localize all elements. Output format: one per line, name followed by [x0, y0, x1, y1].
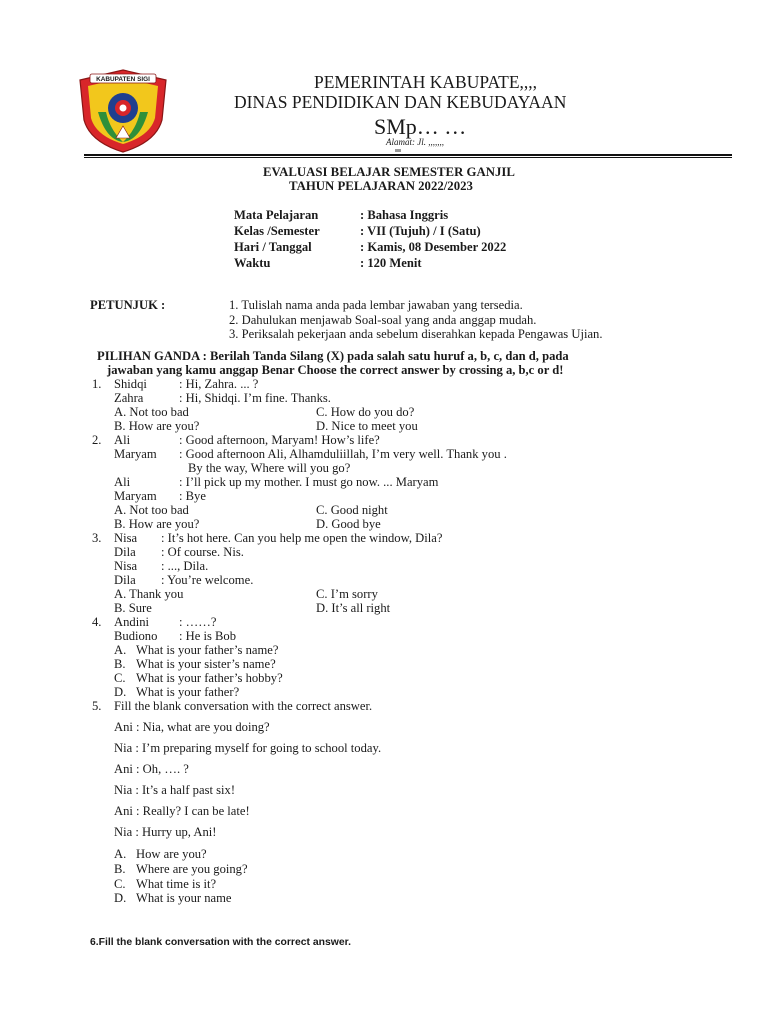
speaker: Shidqi: [114, 377, 147, 391]
option-letter: D.: [114, 685, 127, 699]
answer-option: B. How are you?: [114, 517, 200, 531]
speaker: Ali: [114, 475, 131, 489]
dialog-line: Ani : Nia, what are you doing?: [114, 720, 270, 734]
dialog-line: : Hi, Zahra. ... ?: [179, 377, 259, 391]
dialog-line: : ……?: [179, 615, 217, 629]
info-value-subject: : Bahasa Inggris: [360, 208, 449, 222]
petunjuk-item: 1. Tulislah nama anda pada lembar jawaban yang tersedia.: [229, 298, 523, 312]
answer-option: A. Thank you: [114, 587, 184, 601]
info-label-time: Waktu: [234, 256, 271, 270]
dialog-line: : Bye: [179, 489, 206, 503]
speaker: Dila: [114, 573, 136, 587]
answer-option: What is your father’s hobby?: [136, 671, 283, 685]
petunjuk-item: 2. Dahulukan menjawab Soal-soal yang anda anggap mudah.: [229, 313, 537, 327]
petunjuk-item: 3. Periksalah pekerjaan anda sebelum diserahkan kepada Pengawas Ujian.: [229, 327, 603, 341]
answer-option: What is your father’s name?: [136, 643, 279, 657]
school-name: SMp… …: [374, 114, 467, 139]
speaker: Nisa: [114, 559, 138, 573]
answer-option: C. Good night: [316, 503, 388, 517]
dialog-line: : It’s hot here. Can you help me open the window, Dila?: [161, 531, 443, 545]
info-label-class: Kelas /Semester: [234, 224, 320, 238]
answer-option: What time is it?: [136, 877, 217, 891]
address: Alamat: Jl. ,,,,,,,: [386, 137, 444, 147]
question-prompt: Fill the blank conversation with the correct answer.: [114, 699, 373, 713]
answer-option: C. How do you do?: [316, 405, 415, 419]
info-label-subject: Mata Pelajaran: [234, 208, 319, 222]
answer-option: How are you?: [136, 847, 207, 861]
speaker: Dila: [114, 545, 136, 559]
info-value-time: : 120 Menit: [360, 256, 422, 270]
dialog-line: Ani : Really? I can be late!: [114, 804, 250, 818]
question-number: 4.: [92, 615, 102, 629]
answer-option: B. Sure: [114, 601, 152, 615]
dialog-line: : ..., Dila.: [161, 559, 209, 573]
question-number: 1.: [92, 377, 102, 391]
answer-option: A. Not too bad: [114, 503, 189, 517]
answer-option: C. I’m sorry: [316, 587, 378, 601]
letterhead-rule-thin: [84, 157, 732, 158]
speaker: Ali: [114, 433, 131, 447]
dialog-line: : He is Bob: [179, 629, 237, 643]
question-number: 2.: [92, 433, 102, 447]
option-letter: A.: [114, 847, 127, 861]
section-instruction: PILIHAN GANDA : Berilah Tanda Silang (X) pada salah satu huruf a, b, c, dan d, pada: [97, 349, 569, 363]
petunjuk-label: PETUNJUK :: [90, 298, 166, 312]
dialog-line: : You’re welcome.: [161, 573, 254, 587]
speaker: Budiono: [114, 629, 158, 643]
option-letter: C.: [114, 671, 126, 685]
dialog-line: By the way, Where will you go?: [188, 461, 351, 475]
exam-title: EVALUASI BELAJAR SEMESTER GANJIL: [263, 165, 515, 179]
answer-option: A. Not too bad: [114, 405, 189, 419]
speaker: Maryam: [114, 447, 157, 461]
info-value-date: : Kamis, 08 Desember 2022: [360, 240, 507, 254]
gov-line: PEMERINTAH KABUPATE,,,,: [314, 72, 538, 92]
exam-year: TAHUN PELAJARAN 2022/2023: [289, 179, 473, 193]
letterhead-rule: [84, 154, 732, 156]
speaker: Maryam: [114, 489, 157, 503]
option-letter: C.: [114, 877, 126, 891]
dialog-line: : Hi, Shidqi. I’m fine. Thanks.: [179, 391, 331, 405]
dialog-line: Nia : Hurry up, Ani!: [114, 825, 217, 839]
dialog-line: : Good afternoon Ali, Alhamduliillah, I’m very well. Thank you .: [179, 447, 507, 461]
info-value-class: : VII (Tujuh) / I (Satu): [360, 224, 481, 238]
question-6-prompt: 6.Fill the blank conversation with the correct answer.: [90, 937, 351, 948]
option-letter: D.: [114, 891, 127, 905]
question-number: 5.: [92, 699, 102, 713]
dialog-line: Nia : It’s a half past six!: [114, 783, 236, 797]
section-instruction: jawaban yang kamu anggap Benar Choose the correct answer by crossing a, b,c or d!: [107, 363, 564, 377]
option-letter: A.: [114, 643, 127, 657]
answer-option: What is your sister’s name?: [136, 657, 276, 671]
dialog-line: : Good afternoon, Maryam! How’s life?: [179, 433, 380, 447]
speaker: Andini: [114, 615, 149, 629]
answer-option: What is your father?: [136, 685, 240, 699]
answer-option: D. Nice to meet you: [316, 419, 418, 433]
info-label-date: Hari / Tanggal: [234, 240, 312, 254]
answer-option: B. How are you?: [114, 419, 200, 433]
option-letter: B.: [114, 862, 126, 876]
answer-option: Where are you going?: [136, 862, 248, 876]
kabupaten-sigi-logo: [76, 68, 170, 154]
dialog-line: Ani : Oh, …. ?: [114, 762, 189, 776]
answer-option: D. It’s all right: [316, 601, 391, 615]
question-number: 3.: [92, 531, 102, 545]
logo-text: KABUPATEN SIGI: [96, 76, 150, 84]
dialog-line: : Of course. Nis.: [161, 545, 244, 559]
dialog-line: : I’ll pick up my mother. I must go now. ... Maryam: [179, 475, 439, 489]
small-mark: [395, 149, 401, 152]
option-letter: B.: [114, 657, 126, 671]
dept-line: DINAS PENDIDIKAN DAN KEBUDAYAAN: [234, 92, 567, 112]
answer-option: D. Good bye: [316, 517, 381, 531]
dialog-line: Nia : I’m preparing myself for going to school today.: [114, 741, 382, 755]
speaker: Zahra: [114, 391, 144, 405]
answer-option: What is your name: [136, 891, 232, 905]
speaker: Nisa: [114, 531, 138, 545]
